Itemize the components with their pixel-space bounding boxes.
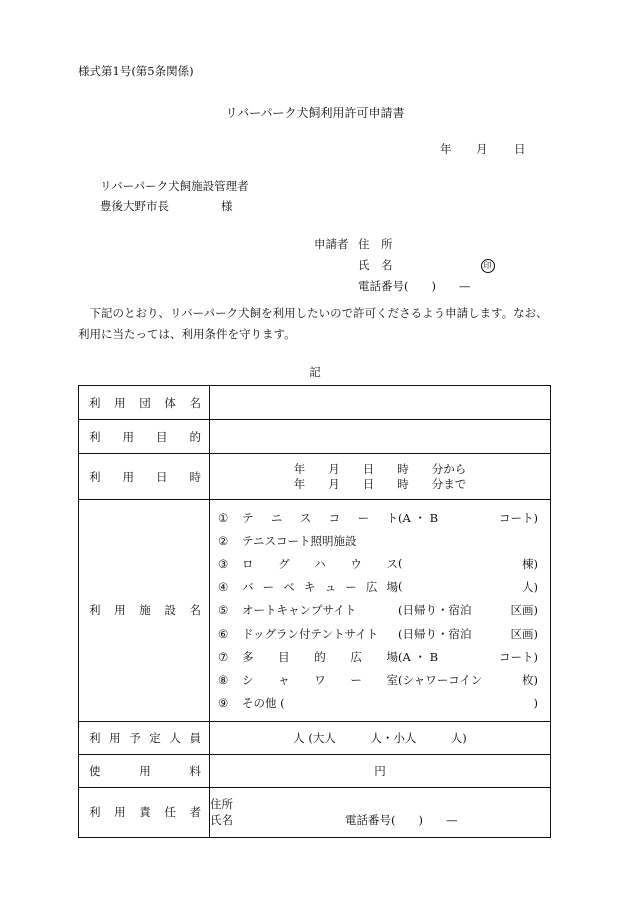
facility-detail-right: 区画) (510, 626, 538, 641)
facility-name-char: 室 (386, 672, 398, 687)
facility-name (242, 556, 398, 572)
facility-detail-left: (A ・ B (398, 649, 439, 664)
facility-number: ⑥ (218, 626, 229, 641)
label-char: 用 (114, 395, 126, 410)
facility-name-char: グ (278, 556, 290, 571)
responsible-address: 住所 (210, 797, 233, 812)
label-char: 名 (189, 603, 201, 618)
label-char: 名 (189, 395, 201, 410)
row-planned (79, 721, 551, 754)
label-fee (79, 754, 210, 787)
applicant-phone-label: 電話番号( ) — (358, 279, 471, 293)
row-facilities (79, 500, 551, 722)
facility-name-char: オートキャンプサイト (242, 603, 357, 618)
date-row (440, 141, 526, 157)
facility-name-char: ス (386, 556, 398, 571)
date-year: 年 (440, 142, 452, 156)
form-number: 様式第1号(第5条関係) (78, 64, 194, 78)
facility-item[interactable] (218, 529, 550, 552)
label-char: 使 (89, 763, 101, 778)
facility-detail-right: 区画) (510, 603, 538, 618)
label-char: 的 (189, 429, 201, 444)
responsible-name-row (210, 812, 550, 828)
field-facilities (210, 500, 551, 722)
facility-name-char: ー (357, 510, 370, 525)
date-month: 月 (476, 142, 488, 156)
label-char: 目 (156, 429, 168, 444)
row-fee (79, 754, 551, 787)
facility-name-char: ー (345, 580, 357, 595)
label-char: 利 (89, 603, 101, 618)
field-purpose[interactable] (210, 420, 551, 454)
facility-name-char: ス (299, 510, 312, 525)
row-responsible (79, 787, 551, 837)
facility-detail (398, 602, 550, 618)
facility-detail-right: コート) (499, 510, 538, 525)
facility-item[interactable] (218, 622, 550, 645)
label-char: 施 (139, 603, 151, 618)
label-char: 用 (122, 469, 134, 484)
facility-name-char: 多 (242, 649, 254, 664)
facility-detail (398, 672, 550, 688)
document-title: リバーパーク犬飼利用許可申請書 (225, 106, 405, 120)
facility-name-char: ウ (350, 556, 362, 571)
facility-detail-left: ( (398, 555, 403, 570)
addressee-line1: リバーパーク犬飼施設管理者 (100, 179, 249, 193)
label-char: 用 (139, 763, 151, 778)
facility-name-char: ロ (242, 556, 254, 571)
facility-detail (398, 696, 550, 710)
facility-detail-right: 人) (522, 580, 538, 595)
applicant-label: 申請者 (314, 237, 349, 251)
facility-number: ⑦ (218, 649, 229, 664)
facility-number: ⑧ (218, 672, 229, 687)
facility-name (242, 695, 398, 711)
date-day: 日 (514, 142, 526, 156)
datetime-from: 年 月 日 時 分から (293, 461, 467, 476)
facility-detail-left: (日帰り・宿泊 (398, 603, 472, 618)
responsible-name: 氏名 (210, 813, 233, 828)
facility-detail-left: (日帰り・宿泊 (398, 626, 472, 641)
label-char: 員 (189, 730, 201, 745)
facility-name (242, 626, 398, 642)
facility-item[interactable] (218, 552, 550, 575)
facility-name (242, 533, 398, 549)
facility-name-char: バ (242, 580, 254, 595)
facility-name-char: コ (328, 510, 341, 525)
facility-name-char: テ (242, 510, 254, 525)
facility-detail (398, 626, 550, 642)
facility-number: ④ (218, 580, 229, 595)
addressee-mayor: 豊後大野市長 (100, 199, 169, 213)
label-char: 団 (139, 395, 151, 410)
field-responsible[interactable] (210, 787, 551, 837)
facility-list (210, 500, 550, 721)
facility-name (242, 672, 398, 688)
facility-name-char: 広 (350, 649, 362, 664)
label-char: 責 (139, 805, 151, 820)
datetime-to: 年 月 日 時 分まで (293, 476, 467, 491)
facility-name-char: ドッグラン付テントサイト (242, 626, 379, 641)
facility-detail-left: ( (398, 579, 403, 594)
row-purpose (79, 420, 551, 454)
label-datetime (79, 454, 210, 500)
label-char: 料 (189, 763, 201, 778)
facility-item[interactable] (218, 645, 550, 668)
facility-name-char: ャ (278, 672, 290, 687)
facility-name-char: シ (242, 672, 254, 687)
facility-name-char: ー (262, 580, 275, 595)
label-responsible (79, 787, 210, 837)
facility-detail-right: コート) (499, 649, 538, 664)
facility-detail (398, 556, 550, 572)
label-purpose (79, 420, 210, 454)
facility-number: ③ (218, 556, 229, 571)
label-char: 時 (189, 469, 201, 484)
facility-detail (398, 579, 550, 595)
label-char: 人 (169, 730, 181, 745)
label-char: 利 (89, 395, 101, 410)
facility-item[interactable] (218, 576, 550, 599)
facility-name-char: キ (303, 580, 316, 595)
facility-detail-right: 棟) (522, 556, 538, 571)
facility-item[interactable] (218, 668, 550, 691)
facility-name-char: 広 (365, 580, 378, 595)
facility-number: ⑨ (218, 696, 229, 711)
label-char: 利 (89, 805, 101, 820)
facility-name (242, 510, 398, 526)
label-char: 利 (89, 730, 101, 745)
label-char: 体 (164, 395, 176, 410)
facility-detail-right: 枚) (522, 672, 538, 687)
facility-name-char: ワ (314, 672, 326, 687)
facility-item[interactable] (218, 692, 550, 715)
facility-name-char: 場 (386, 649, 398, 664)
facility-name-char: ュ (324, 580, 337, 595)
applicant-name-label: 氏 名 (358, 258, 393, 272)
label-char: 定 (149, 730, 161, 745)
facility-name (242, 579, 398, 595)
facility-name-char: 的 (314, 649, 326, 664)
label-char: 日 (156, 469, 168, 484)
facility-name-char: ハ (314, 556, 326, 571)
application-table (78, 385, 551, 838)
applicant-address-label: 住 所 (358, 237, 393, 251)
facility-detail (398, 649, 550, 665)
row-datetime (79, 454, 551, 500)
label-planned (79, 721, 210, 754)
label-char: 利 (89, 429, 101, 444)
addressee-honorific: 様 (221, 199, 233, 213)
label-char: 用 (114, 805, 126, 820)
facility-item[interactable] (218, 599, 550, 622)
facility-name-char: テニスコート照明施設 (242, 533, 357, 548)
label-char: 用 (109, 730, 121, 745)
label-facilities (79, 500, 210, 722)
field-fee[interactable]: 円 (210, 754, 551, 787)
responsible-phone: 電話番号( ) — (345, 813, 458, 828)
field-planned[interactable]: 人 (大人 人・小人 人) (210, 721, 551, 754)
field-group-name[interactable] (210, 386, 551, 420)
label-group-name (79, 386, 210, 420)
label-char: 者 (189, 805, 201, 820)
facility-name (242, 602, 398, 618)
facility-name-char: ト (386, 510, 398, 525)
facility-name-char: 場 (386, 580, 398, 595)
label-char: 設 (164, 603, 176, 618)
application-statement: 下記のとおり、リバーパーク犬飼を利用したいので許可くださるよう申請します。なお、利用に当たっては、利用条件を守ります。 (78, 306, 548, 341)
facility-item[interactable] (218, 506, 550, 529)
label-char: 用 (114, 603, 126, 618)
facility-number: ② (218, 533, 229, 548)
facility-number: ⑤ (218, 603, 229, 618)
label-char: 任 (164, 805, 176, 820)
facility-name-char: ニ (270, 510, 283, 525)
facility-name-char: その他 ( (242, 696, 285, 711)
addressee-line2 (100, 198, 233, 214)
facility-number: ① (218, 510, 229, 525)
label-char: 用 (122, 429, 134, 444)
label-char: 利 (89, 469, 101, 484)
facility-detail-left: (A ・ B (398, 510, 439, 525)
facility-detail (398, 510, 550, 526)
field-datetime[interactable] (210, 454, 551, 500)
facility-name (242, 649, 398, 665)
facility-detail-left: (シャワーコイン (398, 672, 483, 687)
facility-name-char: ベ (283, 580, 295, 595)
facility-name-char: ー (350, 672, 362, 687)
label-char: 予 (129, 730, 141, 745)
seal-mark: 印 (481, 259, 495, 273)
ki-heading: 記 (309, 365, 321, 379)
facility-detail-right: ) (533, 696, 538, 711)
applicant-block (314, 234, 495, 297)
facility-name-char: 目 (278, 649, 290, 664)
row-group-name (79, 386, 551, 420)
